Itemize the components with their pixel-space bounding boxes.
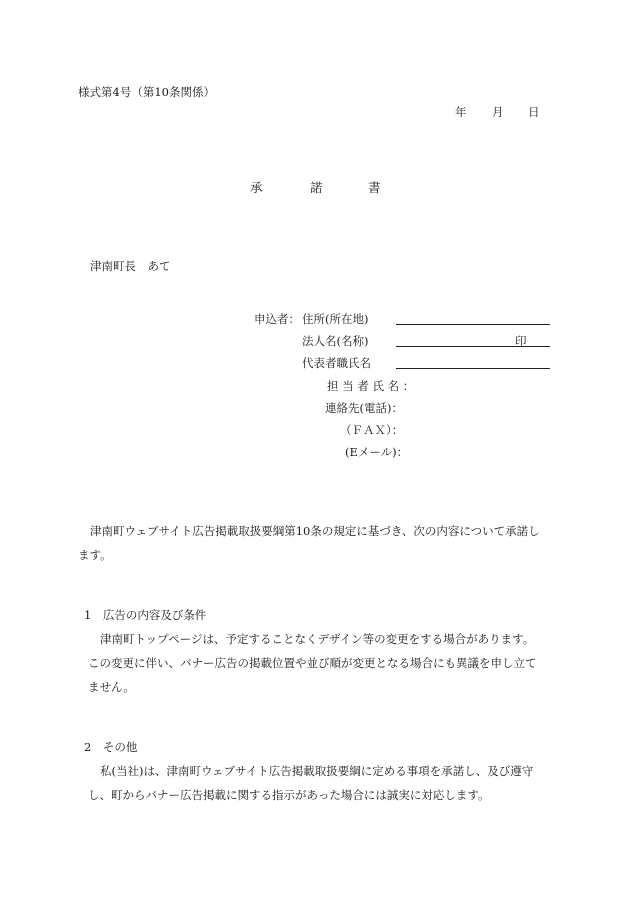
contact-person-label: 担 当 者 氏 名 ： bbox=[327, 379, 415, 393]
addressee: 津南町長 あて bbox=[90, 259, 171, 273]
email-label: (Eメール)： bbox=[345, 445, 409, 459]
intro-line-1: 津南町ウェブサイト広告掲載取扱要綱第10条の規定に基づき、次の内容について承諾し bbox=[90, 524, 540, 538]
fax-label: （ＦＡＸ）： bbox=[340, 423, 404, 437]
address-underline bbox=[396, 324, 550, 325]
corp-name-underline bbox=[396, 346, 550, 347]
date-month-label: 月 bbox=[492, 105, 504, 119]
title-char-2: 諾 bbox=[310, 180, 323, 195]
representative-label: 代表者職氏名 bbox=[302, 356, 371, 370]
section-1-line-3: ません。 bbox=[88, 680, 135, 694]
date-day-label: 日 bbox=[528, 105, 540, 119]
title-char-1: 承 bbox=[250, 180, 263, 195]
section-1-line-2: この変更に伴い、バナー広告の掲載位置や並び順が変更となる場合にも異議を申し立て bbox=[88, 656, 537, 670]
phone-label: 連絡先(電話)： bbox=[325, 401, 403, 415]
section-1-line-1: 津南町トップページは、予定することなくデザイン等の変更をする場合があります。 bbox=[100, 632, 535, 646]
representative-underline bbox=[396, 368, 550, 369]
applicant-label: 申込者： bbox=[254, 312, 300, 326]
intro-line-2: ます。 bbox=[78, 548, 112, 562]
address-label: 住所(所在地) bbox=[302, 312, 369, 326]
document-title bbox=[0, 178, 630, 196]
section-2-line-2: し、町からバナー広告掲載に関する指示があった場合には誠実に対応します。 bbox=[88, 788, 490, 802]
section-2-heading: 2 その他 bbox=[84, 740, 138, 754]
corp-name-label: 法人名(名称) bbox=[302, 334, 369, 348]
form-number: 様式第4号（第10条関係） bbox=[78, 85, 215, 99]
section-2-line-1: 私(当社)は、津南町ウェブサイト広告掲載取扱要綱に定める事項を承諾し、及び遵守 bbox=[100, 764, 534, 778]
section-1-heading: 1 広告の内容及び条件 bbox=[84, 608, 207, 622]
date-year-label: 年 bbox=[455, 105, 467, 119]
seal-mark: 印 bbox=[515, 334, 527, 348]
title-char-3: 書 bbox=[368, 180, 381, 195]
